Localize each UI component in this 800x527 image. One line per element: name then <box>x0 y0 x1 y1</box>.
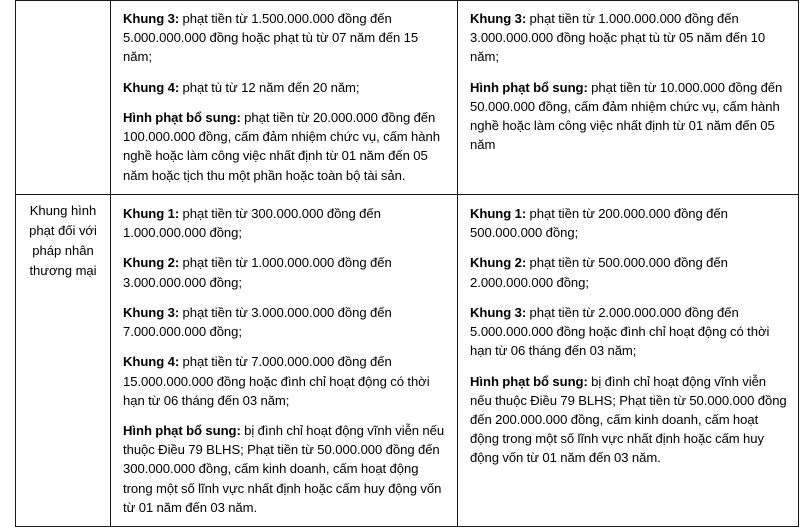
paragraph-text: phạt tiền từ 10.000.000 đồng đến 50.000.000 đồng, cấm đảm nhiệm chức vụ, cấm hành nghề hoặc làm công việc nhất định từ 01 năm đến 05 năm <box>470 79 783 153</box>
paragraph-label: Hình phạt bổ sung: <box>470 79 588 95</box>
table-row <box>16 194 799 526</box>
paragraph-text: phạt tiền từ 1.000.000.000 đồng đến 3.000.000.000 đồng hoặc phạt tù từ 05 năm đến 10 năm; <box>470 11 766 65</box>
row-label-text <box>16 1 110 175</box>
paragraph-text: phạt tiền từ 300.000.000 đồng đến 1.000.000.000 đồng; <box>123 205 381 241</box>
paragraph <box>123 108 446 185</box>
row-right-cell <box>458 194 799 526</box>
paragraph <box>123 78 446 97</box>
paragraph-text: bị đình chỉ hoạt động vĩnh viễn nếu thuộc Điều 79 BLHS; Phạt tiền từ 50.000.000 đồng đến 300.000.000 đồng, cấm kinh doanh, cấm hoạt động trong một số lĩnh vực nhất định hoặc cấm huy động vốn từ 01 năm đến 03 năm. <box>123 422 445 515</box>
row-label-cell <box>16 1 111 195</box>
paragraph <box>470 303 787 361</box>
paragraph-label: Khung 1: <box>470 205 527 221</box>
row-middle-cell <box>111 1 458 195</box>
table-body <box>16 1 799 527</box>
paragraph-text: phạt tiền từ 1.000.000.000 đồng đến 3.000.000.000 đồng; <box>123 255 392 290</box>
middle-cell-content <box>111 1 457 194</box>
paragraph <box>470 253 787 291</box>
paragraph <box>123 352 446 410</box>
paragraph-label: Khung 1: <box>123 205 180 221</box>
row-middle-cell <box>111 194 458 526</box>
row-right-cell <box>458 1 799 195</box>
table-row <box>16 1 799 195</box>
paragraph-text: phạt tiền từ 200.000.000 đồng đến 500.000.000 đồng; <box>470 205 728 241</box>
penalty-comparison-table <box>15 0 799 527</box>
paragraph <box>470 204 787 242</box>
paragraph-text: phạt tiền từ 3.000.000.000 đồng đến 7.000.000.000 đồng; <box>123 304 392 340</box>
paragraph-text: phạt tiền từ 500.000.000 đồng đến 2.000.000.000 đồng; <box>470 255 728 290</box>
row-label-text: Khung hình phạt đối với pháp nhân thương mại <box>29 202 97 278</box>
paragraph-text: phạt tiền từ 7.000.000.000 đồng đến 15.000.000.000 đồng hoặc đình chỉ hoạt động có thời hạn từ 06 tháng đến 03 năm; <box>123 354 430 408</box>
paragraph <box>123 204 446 242</box>
paragraph-label: Khung 4: <box>123 79 180 95</box>
paragraph-text: phạt tiền từ 2.000.000.000 đồng đến 5.000.000.000 đồng hoặc đình chỉ hoạt động có thời hạn từ 06 tháng đến 03 năm; <box>470 304 770 359</box>
paragraph <box>123 253 446 291</box>
paragraph-label: Khung 3: <box>123 11 180 26</box>
paragraph-text: phạt tiền từ 20.000.000 đồng đến 100.000.000 đồng, cấm đảm nhiệm chức vụ, cấm hành nghề hoặc làm công việc nhất định từ 01 năm đến 05 năm hoặc tịch thu một phần hoặc toàn bộ tài sản. <box>123 109 440 183</box>
paragraph-label: Khung 2: <box>470 255 527 271</box>
paragraph-label: Hình phạt bổ sung: <box>123 422 241 438</box>
paragraph-text: bị đình chỉ hoạt động vĩnh viễn nếu thuộc Điều 79 BLHS; Phạt tiền từ 50.000.000 đồng đến 200.000.000 đồng, cấm kinh doanh, cấm hoạt động trong một số lĩnh vực nhất định hoặc cấm huy động vốn từ 01 năm đến 03 năm. <box>470 373 787 466</box>
paragraph-text: phạt tiền từ 1.500.000.000 đồng đến 5.000.000.000 đồng hoặc phạt tù từ 07 năm đến 15 năm; <box>123 11 419 65</box>
paragraph-label: Khung 3: <box>470 11 527 26</box>
paragraph-label: Hình phạt bổ sung: <box>470 373 588 389</box>
paragraph <box>123 9 446 67</box>
paragraph <box>470 9 787 67</box>
paragraph-label: Khung 3: <box>470 304 527 320</box>
row-label-cell <box>16 194 111 526</box>
paragraph-label: Hình phạt bổ sung: <box>123 109 241 125</box>
right-cell-content <box>458 1 798 164</box>
paragraph <box>470 78 787 155</box>
paragraph-text: phạt tù từ 12 năm đến 20 năm; <box>179 79 360 95</box>
paragraph-label: Khung 3: <box>123 304 180 320</box>
paragraph <box>123 421 446 517</box>
paragraph-label: Khung 4: <box>123 354 180 370</box>
paragraph-label: Khung 2: <box>123 255 180 271</box>
paragraph <box>123 303 446 341</box>
right-cell-content <box>458 195 798 477</box>
middle-cell-content <box>111 195 457 526</box>
paragraph <box>470 372 787 468</box>
